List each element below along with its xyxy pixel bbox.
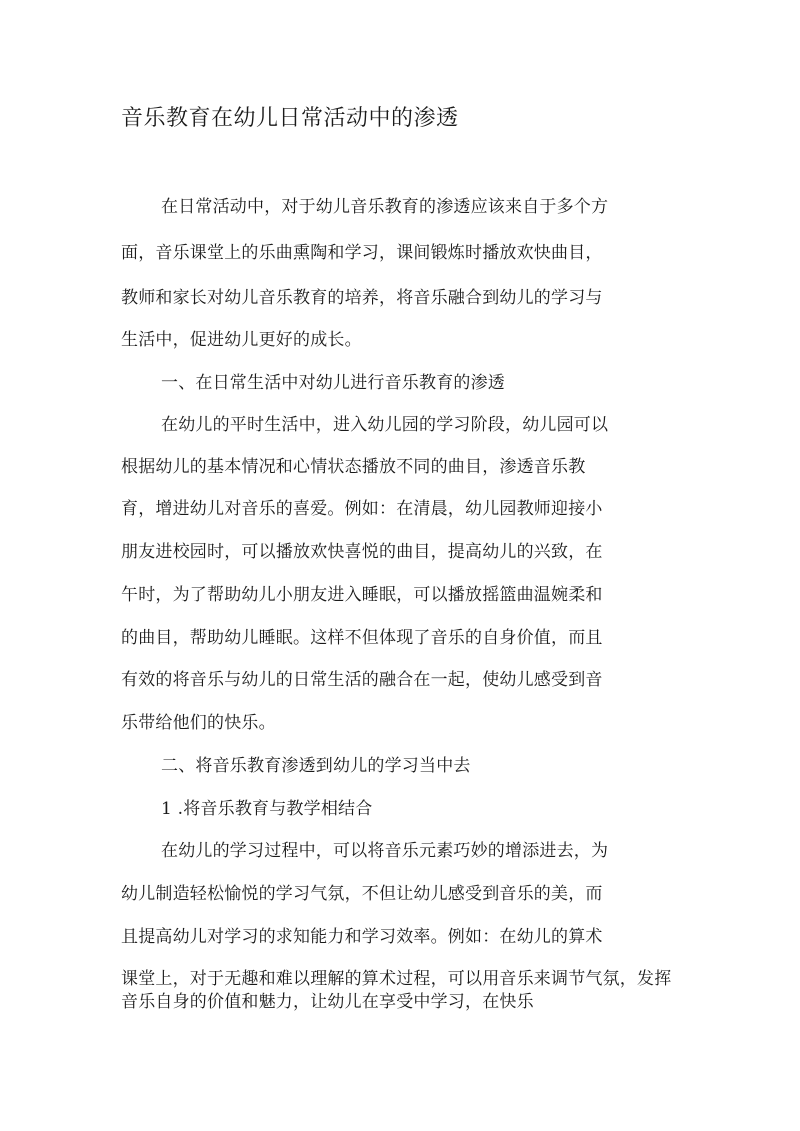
document-title: 音乐教育在幼儿日常活动中的渗透: [121, 106, 459, 131]
paragraph-line: 育，增进幼儿对音乐的喜爱。例如：在清晨，幼儿园教师迎接小: [121, 499, 603, 519]
paragraph-line: 教师和家长对幼儿音乐教育的培养，将音乐融合到幼儿的学习与: [121, 288, 603, 308]
paragraph-line: 在幼儿的学习过程中，可以将音乐元素巧妙的增添进去，为: [161, 841, 609, 861]
paragraph-line: 且提高幼儿对学习的求知能力和学习效率。例如：在幼儿的算术: [121, 927, 603, 947]
paragraph-line: 乐带给他们的快乐。: [121, 713, 276, 733]
paragraph-line: 朋友进校园时，可以播放欢快喜悦的曲目，提高幼儿的兴致，在: [121, 542, 603, 562]
paragraph-line: 幼儿制造轻松愉悦的学习气氛，不但让幼儿感受到音乐的美，而: [121, 884, 603, 904]
paragraph-line: 在幼儿的平时生活中，进入幼儿园的学习阶段，幼儿园可以: [161, 415, 609, 435]
paragraph-line: 的曲目，帮助幼儿睡眠。这样不但体现了音乐的自身价值，而且: [121, 628, 603, 648]
paragraph-line: 根据幼儿的基本情况和心情状态播放不同的曲目，渗透音乐教: [121, 457, 586, 477]
paragraph-line: 生活中，促进幼儿更好的成长。: [121, 330, 362, 350]
subsection-heading: 1 .将音乐教育与教学相结合: [161, 799, 373, 819]
section-heading: 二、将音乐教育渗透到幼儿的学习当中去: [161, 756, 471, 776]
section-heading: 一、在日常生活中对幼儿进行音乐教育的渗透: [161, 373, 505, 393]
paragraph-line: 面，音乐课堂上的乐曲熏陶和学习，课间锻炼时播放欢快曲目，: [121, 243, 603, 263]
paragraph-line: 在日常活动中，对于幼儿音乐教育的渗透应该来自于多个方: [161, 197, 609, 217]
paragraph-line: 课堂上，对于无趣和难以理解的算术过程，可以用音乐来调节气氛，发挥: [121, 969, 672, 989]
paragraph-line: 午时，为了帮助幼儿小朋友进入睡眠，可以播放摇篮曲温婉柔和: [121, 585, 603, 605]
paragraph-line: 有效的将音乐与幼儿的日常生活的融合在一起，使幼儿感受到音: [121, 670, 603, 690]
paragraph-line: 音乐自身的价值和魅力，让幼儿在享受中学习，在快乐: [121, 992, 534, 1012]
